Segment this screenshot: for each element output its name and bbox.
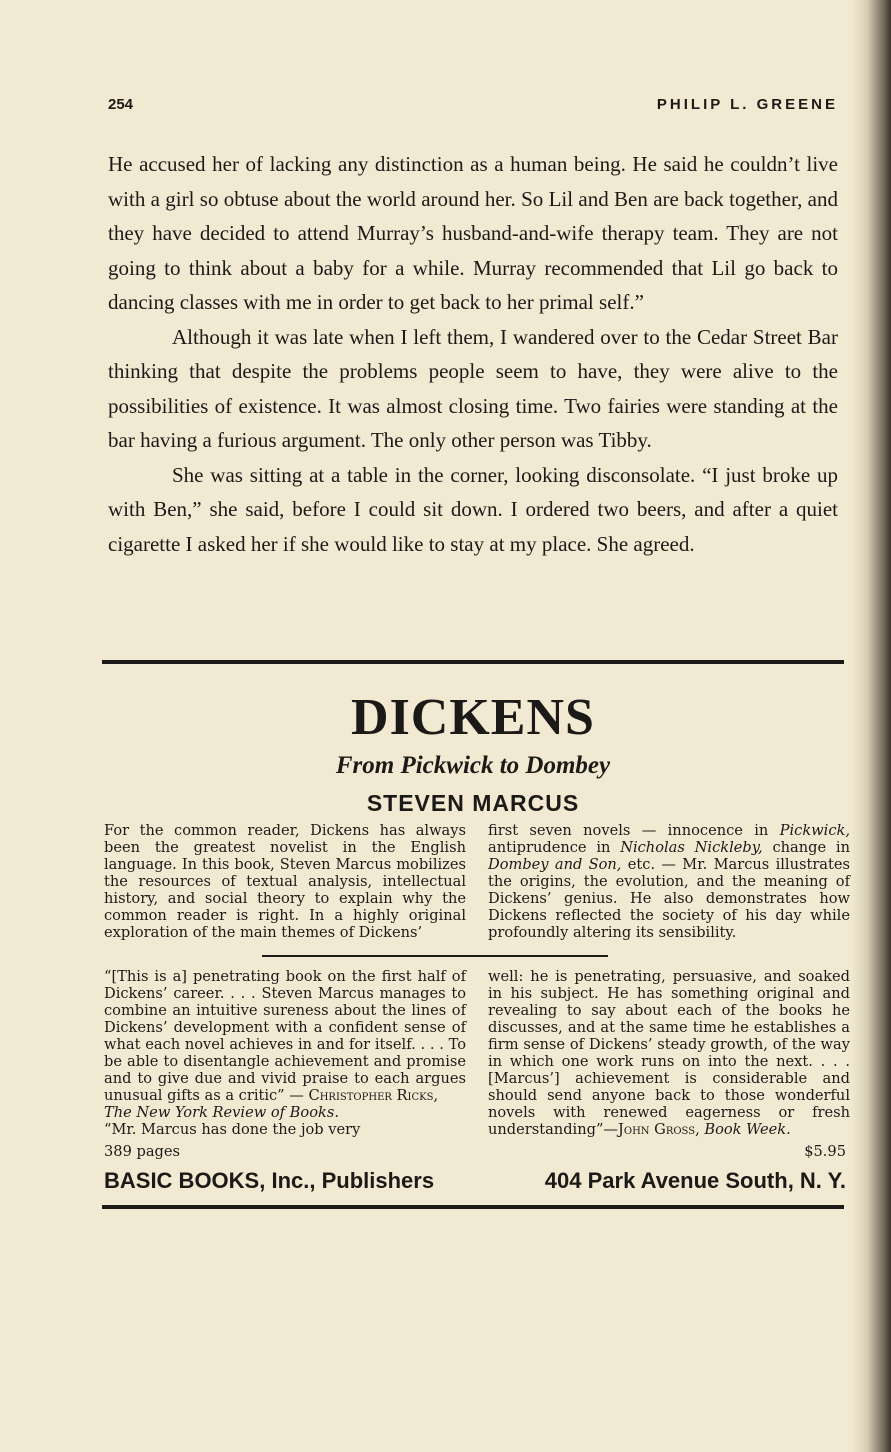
story-paragraph-1: He accused her of lacking any distinction as a human being. He said he couldn’t live with a girl so obtuse about the world around her. So Lil and Ben are back together, and they have decided to attend Murray’s husband-and-wife therapy team. They are not going to think about a baby for a while. Murray recommended that Lil go back to dancing classes with me in order to get back to her primal self.” <box>108 152 838 314</box>
title-dombey-and-son: Dombey and Son, <box>488 856 622 873</box>
text-run: first seven novels — innocence in <box>488 822 780 839</box>
text-run: change in <box>762 839 850 856</box>
ad-review-quote-right <box>488 968 850 1138</box>
ad-publisher-line <box>104 1168 846 1194</box>
ad-book-info <box>104 1143 846 1160</box>
page-binding-shadow <box>851 0 891 1452</box>
book-price: $5.95 <box>804 1143 846 1160</box>
text-run: “[This is a] penetrating book on the first half of Dickens’ career. . . . Steven Marcus manages to combine an intuitive sureness about the lines of Dickens’ development with a confident sense of what each novel achieves in and for itself. . . . To be able to disentangle achievement and promise and to give due and vivid praise to each argues unusual gifts as a critic” — <box>104 968 466 1104</box>
review-source: The New York Review of Books. <box>104 1104 339 1121</box>
title-pickwick: Pickwick, <box>779 822 850 839</box>
story-paragraph-2: Although it was late when I left them, I wandered over to the Cedar Street Bar thinking that despite the problems people seem to have, they were alive to the possibilities of existence. It was almost closing time. Two fairies were standing at the bar having a furious argument. The only other person was Tibby. <box>108 324 838 452</box>
ad-book-author: STEVEN MARCUS <box>366 790 580 816</box>
text-run: well: he is penetrating, persuasive, and soaked in his subject. He has something original and revealing to say about each of the books he discusses, and at the same time he establishes a firm sense of Dickens’ steady growth, of the way in which one work runs on into the next. . . . [Marcus’] achievement is considerable and should send anyone back to those wonderful novels with renewed eagerness or fresh understanding”— <box>488 968 850 1138</box>
title-nicholas-nickleby: Nicholas Nickleby, <box>620 839 763 856</box>
ad-description-right <box>488 822 850 941</box>
running-head-author: PHILIP L. GREENE <box>656 96 838 113</box>
ad-review-quote-left <box>104 968 466 1138</box>
text-run: etc. — Mr. Marcus illustrates the origins, the evolution, and the meaning of Dickens’ genius. He also demonstrates how Dickens reflected the society of his day while profoundly altering its sensibility. <box>488 856 850 941</box>
story-paragraph-3: She was sitting at a table in the corner, looking disconsolate. “I just broke up with Ben,” she said, before I could sit down. I ordered two beers, and after a quiet cigarette I asked her if she would like to stay at my place. She agreed. <box>108 462 838 556</box>
story-text <box>108 147 838 561</box>
text-run: antiprudence in <box>488 839 621 856</box>
publisher-name: BASIC BOOKS, Inc., Publishers <box>104 1168 435 1193</box>
ad-middle-rule <box>262 955 608 957</box>
publisher-address: 404 Park Avenue South, N. Y. <box>544 1168 846 1193</box>
page-count: 389 pages <box>104 1143 181 1160</box>
text-run: “Mr. Marcus has done the job very <box>104 1121 361 1138</box>
ad-book-title: DICKENS <box>351 689 595 746</box>
ad-top-rule <box>102 660 844 664</box>
reviewer-name: Christopher Ricks, <box>308 1087 439 1104</box>
page-number: 254 <box>108 96 134 113</box>
review-source: Book Week. <box>704 1121 791 1138</box>
ad-bottom-rule <box>102 1205 844 1209</box>
ad-description-left: For the common reader, Dickens has always been the greatest novelist in the English language. In this book, Steven Marcus mobilizes the resources of textual analysis, intellectual history, and social theory to explain why the common reader is right. In a highly original exploration of the main themes of Dickens’ <box>104 822 466 941</box>
reviewer-name: John Gross, <box>618 1121 700 1138</box>
ad-book-subtitle: From Pickwick to Dombey <box>335 752 611 779</box>
